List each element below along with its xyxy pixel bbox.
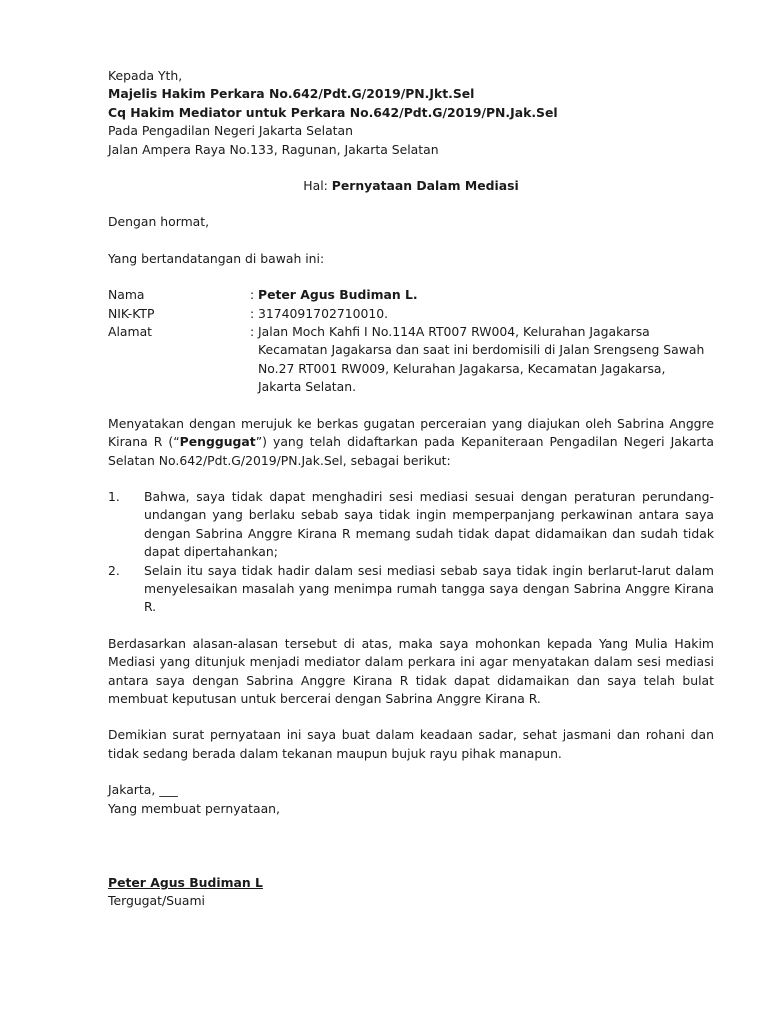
signatory-name: Peter Agus Budiman L: [108, 875, 263, 890]
recipient-salutation: Kepada Yth,: [108, 68, 183, 83]
recipient-block: [108, 67, 714, 159]
recipient-line-2: Cq Hakim Mediator untuk Perkara No.642/Pdt.G/2019/PN.Jak.Sel: [108, 104, 558, 120]
recipient-line-1: Majelis Hakim Perkara No.642/Pdt.G/2019/PN.Jkt.Sel: [108, 86, 475, 102]
list-item: [108, 488, 714, 562]
statement-part-1: Menyatakan dengan merujuk ke berkas gugatan perceraian yang diajukan oleh Sabrina Anggre Kirana R (“: [108, 415, 714, 450]
subject-prefix: Hal:: [303, 178, 328, 194]
made-by-label: Yang membuat pernyataan,: [108, 800, 280, 816]
address-line-1: Jalan Moch Kahfi I No.114A RT007 RW004, Kelurahan Jagakarsa: [258, 324, 650, 340]
address-line-4: Jakarta Selatan.: [258, 379, 357, 395]
closing-paragraph: Demikian surat pernyataan ini saya buat dalam keadaan sadar, sehat jasmani dan rohani dan tidak sedang berada dalam tekanan maupun bujuk rayu pihak manapun.: [108, 727, 714, 761]
signature-block: [108, 781, 714, 911]
identity-nik-row: [108, 305, 714, 323]
recipient-line-3: Pada Pengadilan Negeri Jakarta Selatan: [108, 123, 353, 139]
recipient-line-4: Jalan Ampera Raya No.133, Ragunan, Jakarta Selatan: [108, 141, 439, 157]
list-number: 2.: [108, 562, 120, 578]
identity-address-row: [108, 323, 714, 341]
statement-bold-term: Penggugat: [179, 434, 256, 450]
signatory-role: Tergugat/Suami: [108, 893, 205, 909]
name-value: Peter Agus Budiman L.: [258, 287, 418, 303]
statement-part-2: ”) yang telah didaftarkan pada Kepaniteraan Pengadilan Negeri Jakarta Selatan No.642/Pdt.G/2019/PN.Jak.Sel, sebagai berikut:: [108, 434, 714, 468]
colon: :: [250, 324, 255, 340]
address-label: Alamat: [108, 324, 153, 340]
subject-line: [108, 177, 714, 195]
list-item: [108, 562, 714, 617]
colon: :: [250, 287, 255, 303]
address-line-2: Kecamatan Jagakarsa dan saat ini berdomisili di Jalan Srengseng Sawah: [258, 342, 705, 358]
list-text: Selain itu saya tidak hadir dalam sesi mediasi sebab saya tidak ingin berlarut-larut dalam menyelesaikan masalah yang menimpa rumah tangga saya dengan Sabrina Anggre Kirana R.: [144, 562, 714, 615]
list-number: 1.: [108, 488, 120, 504]
greeting: Dengan hormat,: [108, 214, 210, 230]
identity-name-row: [108, 286, 714, 304]
list-text: Bahwa, saya tidak dapat menghadiri sesi mediasi sesuai dengan peraturan perundang-undangan yang berlaku sebab saya tidak ingin memperpanjang perkawinan antara saya dengan Sabrina Anggre Kirana R memang sudah tidak dapat didamaikan dan sudah tidak dapat dipertahankan;: [144, 488, 714, 560]
intro-text: Yang bertandatangan di bawah ini:: [108, 250, 325, 266]
statement-paragraph: [108, 415, 714, 470]
identity-block: [108, 286, 714, 396]
letter-page: [108, 67, 714, 911]
subject-title: Pernyataan Dalam Mediasi: [331, 178, 519, 194]
nik-value: 3174091702710010.: [258, 305, 389, 321]
colon: :: [250, 305, 255, 321]
conclusion-paragraph: Berdasarkan alasan-alasan tersebut di atas, maka saya mohonkan kepada Yang Mulia Hakim Mediasi yang ditunjuk menjadi mediator dalam perkara ini agar menyatakan dalam sesi mediasi antara saya dengan Sabrina Anggre Kirana R tidak dapat didamaikan dan saya telah bulat membuat keputusan untuk bercerai dengan Sabrina Anggre Kirana R.: [108, 635, 714, 706]
place-date: Jakarta, ___: [108, 782, 178, 798]
name-label: Nama: [108, 287, 145, 303]
address-line-3: No.27 RT001 RW009, Kelurahan Jagakarsa, Kecamatan Jagakarsa,: [258, 360, 666, 376]
nik-label: NIK-KTP: [108, 305, 155, 321]
points-list: [108, 488, 714, 617]
